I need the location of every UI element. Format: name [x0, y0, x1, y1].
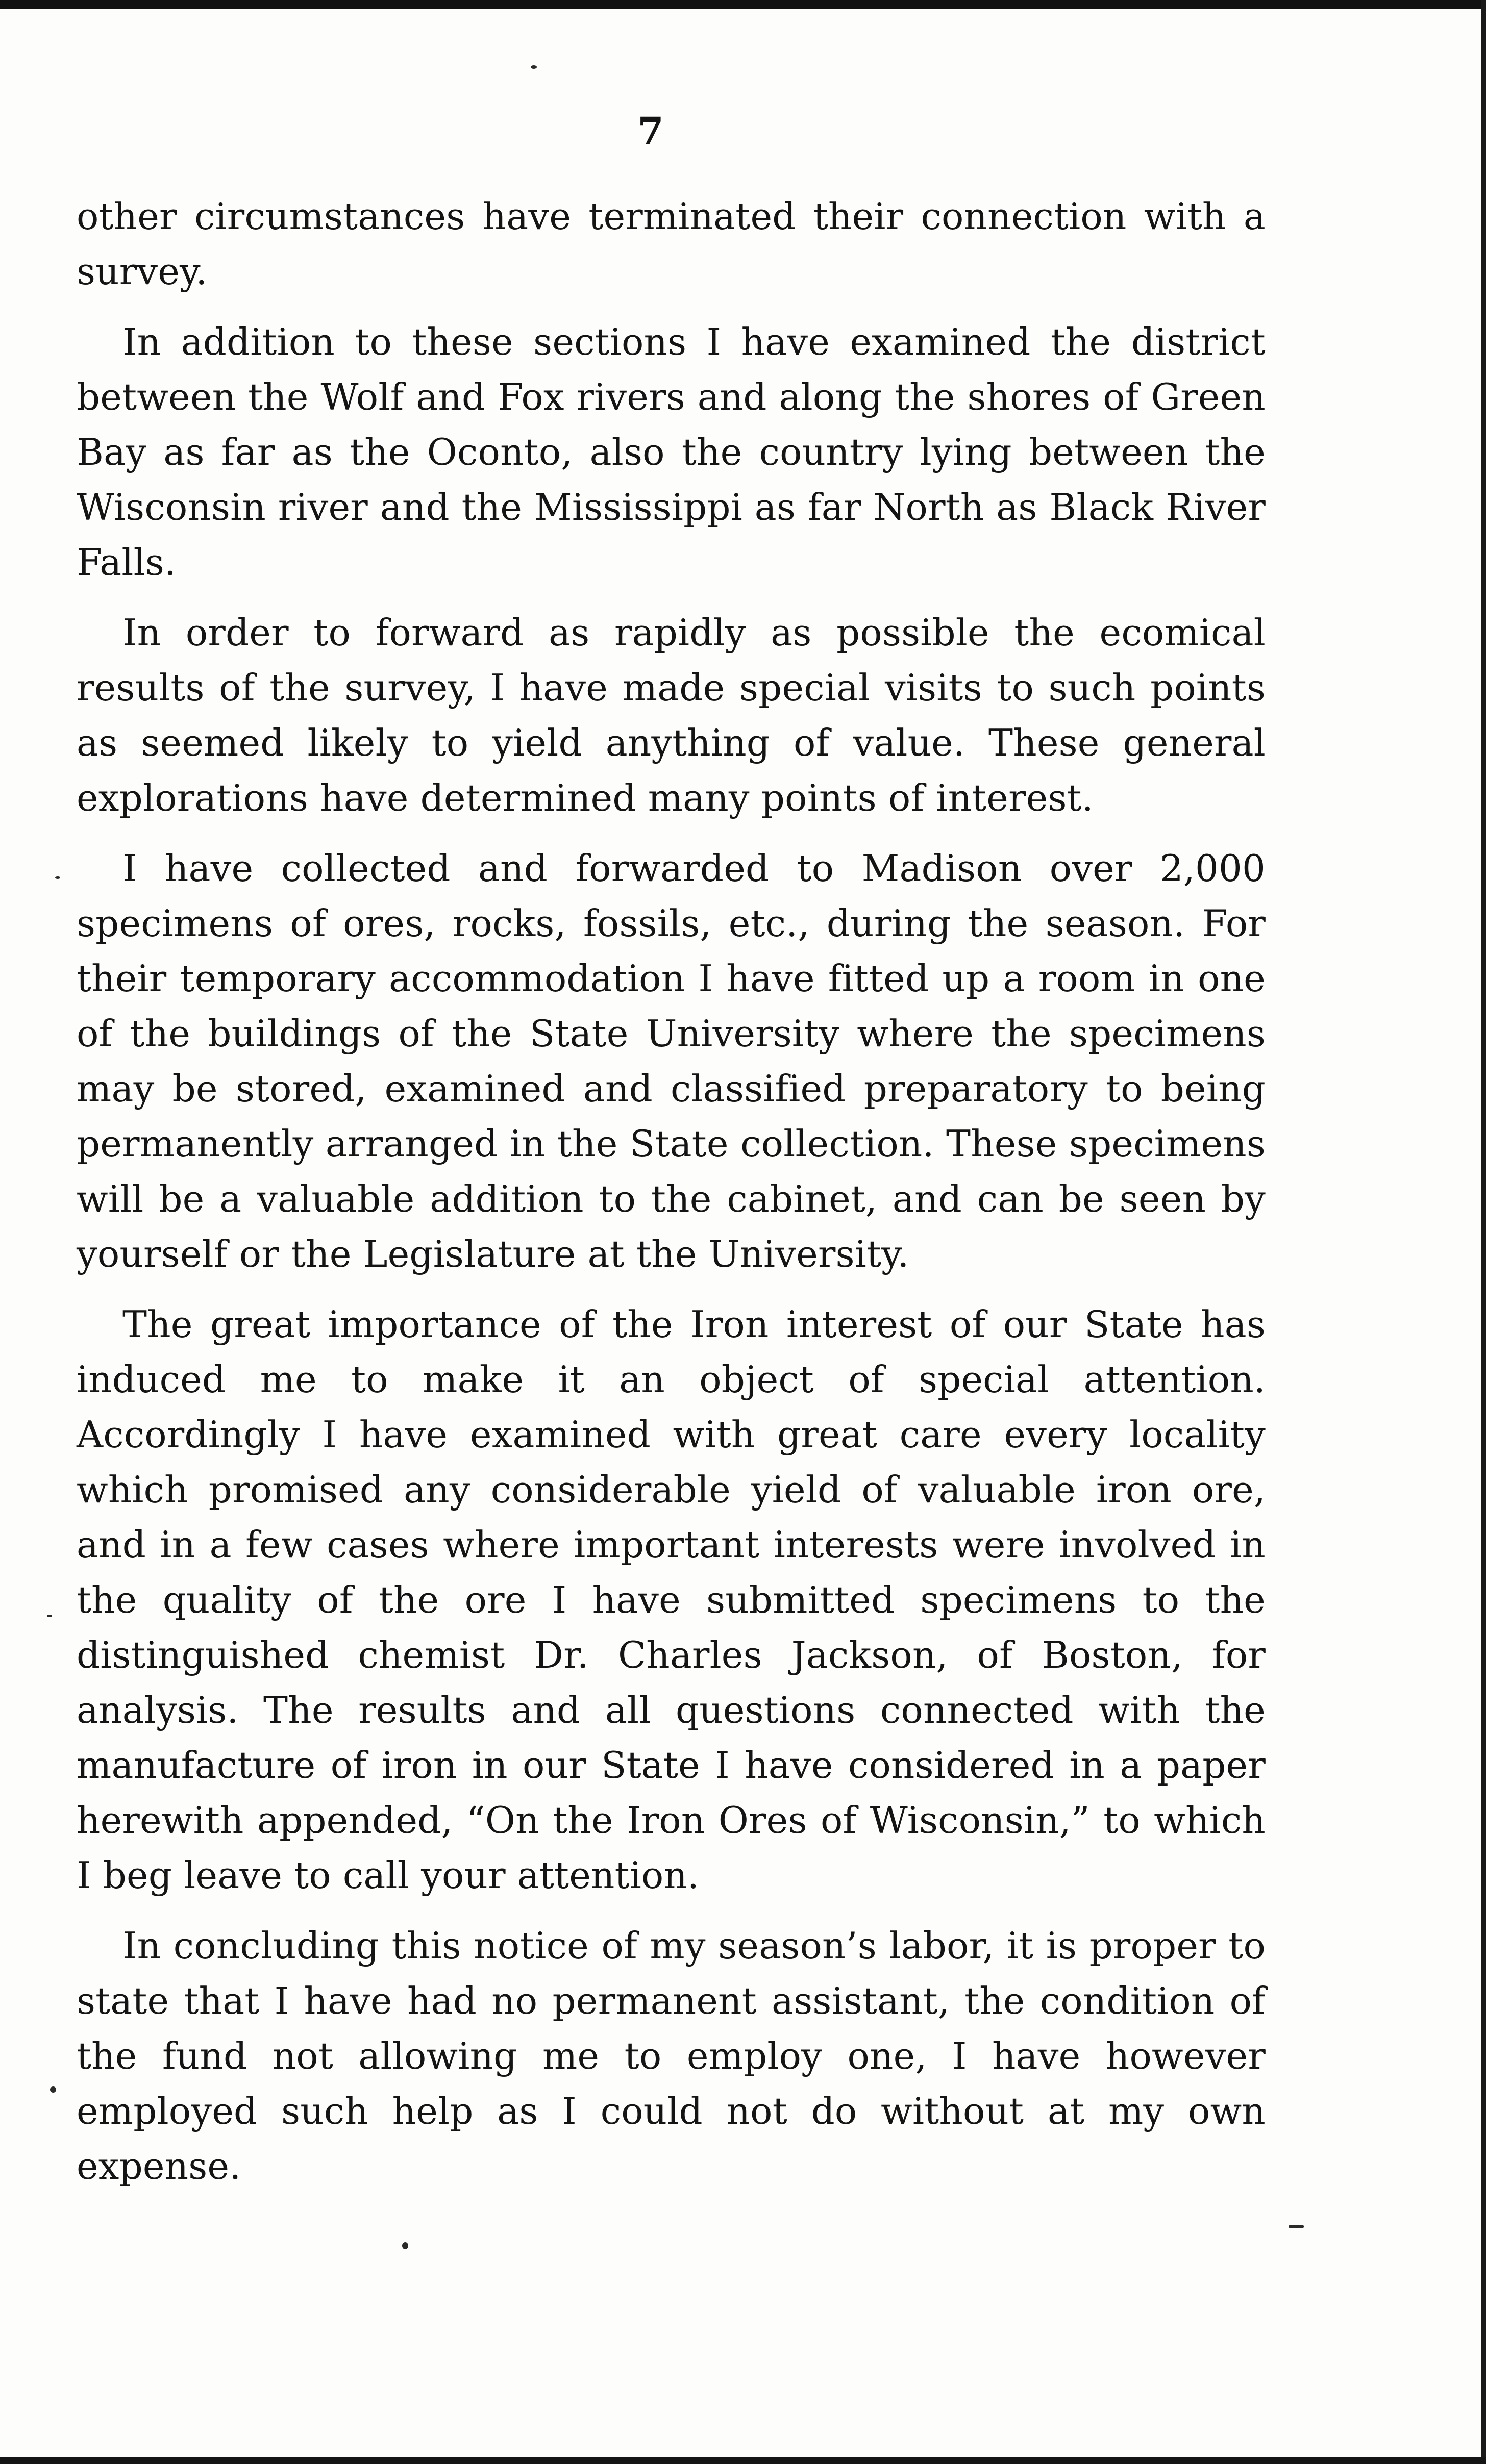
ink-speck — [50, 2086, 56, 2093]
ink-speck — [55, 876, 60, 879]
paragraph: In addition to these sections I have examined the district between the Wolf and Fox rivers and along the shores of Green Bay as far as the Oconto, also the country lying between the Wisconsin river and the Mississippi as far North as Black River Falls. — [77, 320, 1266, 584]
page-number: 7 — [637, 110, 664, 154]
scan-top-border — [0, 0, 1486, 9]
ink-speck — [402, 2242, 408, 2249]
paragraph: In order to forward as rapidly as possible the ecomical results of the survey, I have made special visits to such points as seemed likely to yield anything of value. These general explorations have determined many points of interest. — [77, 611, 1266, 819]
paragraph: In concluding this notice of my season’s labor, it is proper to state that I have had no permanent assistant, the condition of the fund not allowing me to employ one, I have however employed such help as I could not do without at my own expense. — [77, 1924, 1266, 2188]
body-text — [77, 189, 1266, 2209]
scan-right-border — [1481, 0, 1486, 2464]
ink-speck — [531, 65, 537, 69]
paragraph: other circumstances have terminated their connection with a survey. — [77, 195, 1266, 293]
paragraph: The great importance of the Iron interest of our State has induced me to make it an object of special attention. Accordingly I have examined with great care every locality which promised any considerable yield of valuable iron ore, and in a few cases where important interests were involved in the quality of the ore I have submitted specimens to the distinguished chemist Dr. Charles Jackson, of Boston, for analysis. The results and all questions connected with the manufacture of iron in our State I have considered in a paper herewith appended, “On the Iron Ores of Wisconsin,” to which I beg leave to call your attention. — [77, 1303, 1266, 1897]
ink-speck — [47, 1615, 52, 1617]
ink-speck — [1289, 2225, 1304, 2228]
scan-bottom-border — [0, 2457, 1486, 2464]
paragraph: I have collected and forwarded to Madison over 2,000 specimens of ores, rocks, fossils, etc., during the season. For their temporary accommodation I have fitted up a room in one of the buildings of the State University where the specimens may be stored, examined and classified preparatory to being permanently arranged in the State collection. These specimens will be a valuable addition to the cabinet, and can be seen by yourself or the Legislature at the University. — [77, 847, 1266, 1275]
